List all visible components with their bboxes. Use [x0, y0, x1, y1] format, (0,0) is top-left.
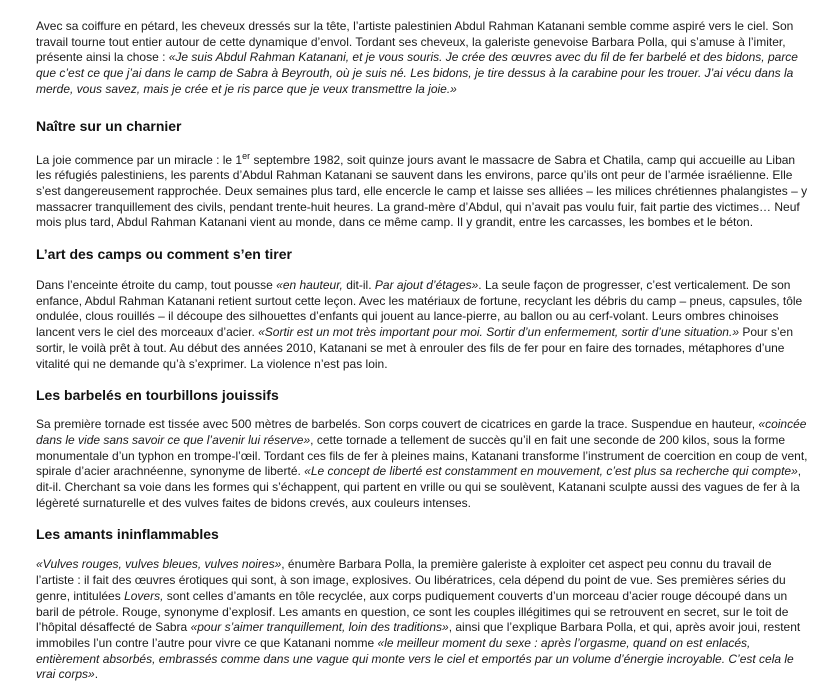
text: La joie commence par un miracle : le 1 — [36, 152, 243, 167]
section-heading-charnier: Naître sur un charnier — [36, 117, 182, 134]
paragraph-barbeles — [36, 417, 808, 511]
quote: «le meilleur moment du sexe : après l’orgasme, quand on est enlacés, entièrement absorbés, embrassés comme dans une vague qui monte vers le ciel et emportés par un volume d’énergie incroyable. C’est cela le vrai corps» — [36, 635, 794, 682]
text: dit-il. — [342, 278, 375, 293]
text: septembre 1982, soit quinze jours avant le massacre de Sabra et Chatila, camp qui accueille au Liban les réfugiés palestiniens, les parents d’Abdul Rahman Katanani se sauvent dans les environs, parce qu’ils ont peur de l’armée israélienne. Elle s’est dangereusement rapprochée. Deux semaines plus tard, elle encercle le camp et laisse ses alliées – les milices chrétiennes phalangistes – y massacrer tranquillement des civils, pendant trente-huit heures. La grand-mère d’Abdul, qui n’avait pas voulu fuir, fait partie des victimes… Neuf mois plus tard, Abdul Rahman Katanani vient au monde, dans ce même camp. Il y grandit, entre les carcasses, les bombes et le béton. — [36, 152, 808, 230]
article-body — [36, 19, 808, 683]
paragraph-charnier — [36, 150, 808, 232]
text: , cette tornade a tellement de succès qu’il en fait une seconde de 200 kilos, sous la forme monumentale d’un typhon en trompe-l’œil. Tordant ces fils de fer à pleines mains, Katanani transforme l’instrument de coercition en coup de vent, spirale d’acier arachnéenne, synonyme de liberté. — [36, 432, 808, 479]
section-heading-barbeles: Les barbelés en tourbillons jouissifs — [36, 387, 279, 404]
text: sont celles d’amants en tôle recyclée, aux corps pudiquement couverts d’un morceau d’acier rouge découpé dans un baril de pétrole. Rouge, synonyme d’explosif. Les amants en question, ce sont les couples illégitimes qui se retrouvent en secret, sur le toit de l’hôpital désaffecté de Sabra — [36, 588, 789, 635]
quote: «Sortir est un mot très important pour moi. Sortir d’un enfermement, sortir d’une situation.» — [258, 325, 739, 340]
paragraph-camps — [36, 278, 808, 372]
text: Pour s’en sortir, le voilà prêt à tout. Au début des années 2010, Katanani se met à enrouler des fils de fer pour en faire des tornades, métaphores d’une vitalité qui ne demande qu’à s’exprimer. La violence n’est pas loin. — [36, 325, 794, 371]
quote: «Je suis Abdul Rahman Katanani, et je vous souris. Je crée des œuvres avec du fil de fer barbelé et des bidons, parce que c’est ce que j’ai dans le camp de Sabra à Beyrouth, où je suis né. Les bidons, je tire dessus à la carabine pour les trouer. J’ai vécu dans la merde, vous savez, mais je crée et je ris parce que je veux transmettre la joie.» — [36, 50, 798, 96]
text: , énumère Barbara Polla, la première galeriste à exploiter cet aspect peu connu du travail de l’artiste : il fait des œuvres érotiques qui sont, à son image, explosives. Ou libératrices, cela dépend du point de vue. Ses premières séries du genre, intitulées — [36, 557, 786, 603]
superscript: er — [242, 150, 251, 161]
paragraph-intro — [36, 19, 808, 98]
quote: «Le concept de liberté est constamment en mouvement, c’est plus sa recherche qui compte» — [304, 464, 798, 479]
text: Dans l’enceinte étroite du camp, tout pousse — [36, 278, 277, 293]
quote: «coincée dans le vide sans savoir ce que l’avenir lui réserve» — [36, 417, 807, 447]
text: Sa première tornade est tissée avec 500 mètres de barbelés. Son corps couvert de cicatrices en garde la trace. Suspendue en hauteur, — [36, 417, 759, 432]
text: Avec sa coiffure en pétard, les cheveux dressés sur la tête, l’artiste palestinien Abdul Rahman Katanani semble comme aspiré vers le ciel. Son travail tourne tout entier autour de cette dynamique d’envol. Tordant ses cheveux, la galeriste genevoise Barbara Polla, qui s’amuse à l’imiter, présente ainsi la chose : — [36, 19, 794, 65]
section-heading-camps: L’art des camps ou comment s’en tirer — [36, 246, 292, 263]
text: , ainsi que l’explique Barbara Polla, et qui, après avoir joui, restent immobiles l’un contre l’autre pour vivre ce que Katanani nomme — [36, 620, 801, 650]
text: . — [94, 667, 99, 682]
paragraph-amants — [36, 557, 808, 683]
text: . La seule façon de progresser, c’est verticalement. De son enfance, Abdul Rahman Katanani retient surtout cette leçon. Avec les matériaux de fortune, recyclant les débris du camp – pneus, capsules, tôle ondulée, clous rouillés – il découpe des silhouettes d’enfants qui jouent au lance-pierre, au ballon ou au cerf-volant. Leurs ombres chinoises lancent vers le ciel des morceaux d’acier. — [36, 278, 803, 340]
quote: Par ajout d’étages» — [374, 278, 479, 293]
quote: «pour s’aimer tranquillement, loin des traditions» — [190, 620, 449, 635]
quote: «Vulves rouges, vulves bleues, vulves noires» — [36, 557, 282, 572]
series-title: Lovers, — [124, 588, 164, 603]
text: , dit-il. Cherchant sa voie dans les formes qui s’échappent, qui partent en vrille ou qui se soulèvent, Katanani sculpte aussi des vagues de fer à la légèreté surnaturelle et des vulves faites de bidons crevés, aux couleurs intenses. — [36, 464, 802, 510]
section-heading-amants: Les amants ininflammables — [36, 526, 219, 543]
quote: «en hauteur, — [276, 278, 343, 293]
